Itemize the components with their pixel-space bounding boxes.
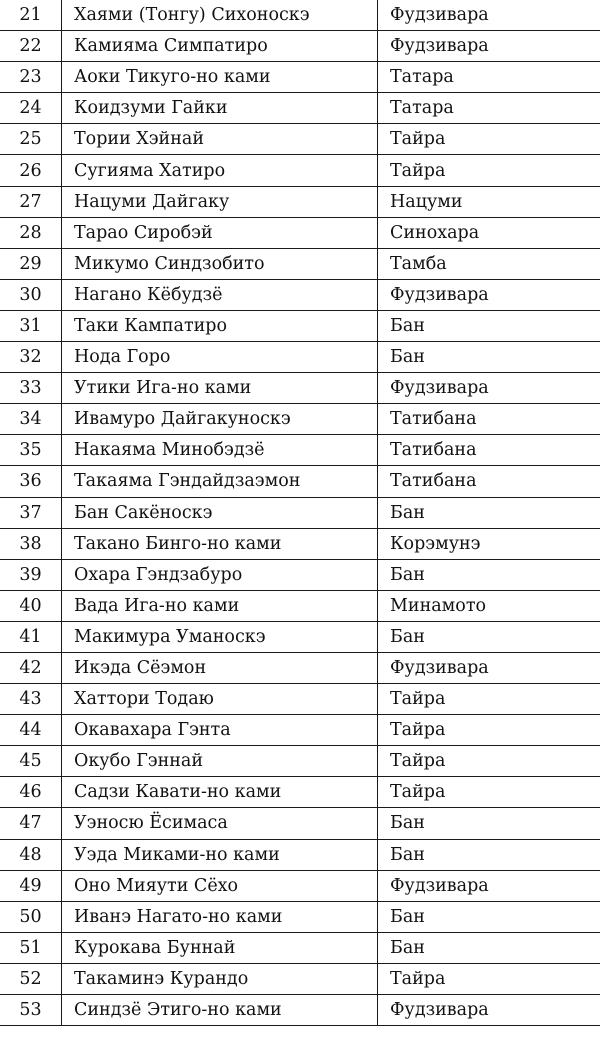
row-number-cell: 32	[0, 342, 62, 373]
name-cell: Утики Ига-но ками	[62, 373, 378, 404]
name-cell: Нагано Кёбудзё	[62, 279, 378, 310]
name-cell: Нацуми Дайгаку	[62, 186, 378, 217]
clan-cell: Бан	[378, 310, 600, 341]
row-number-cell: 23	[0, 62, 62, 93]
table-row	[0, 279, 600, 310]
row-number-cell: 25	[0, 124, 62, 155]
name-cell: Охара Гэндзабуро	[62, 559, 378, 590]
name-cell: Вада Ига-но ками	[62, 590, 378, 621]
clan-cell: Татибана	[378, 404, 600, 435]
table-row	[0, 124, 600, 155]
table-row	[0, 963, 600, 994]
name-cell: Тории Хэйнай	[62, 124, 378, 155]
table-row	[0, 839, 600, 870]
row-number-cell: 29	[0, 248, 62, 279]
name-cell: Синдзё Этиго-но ками	[62, 995, 378, 1026]
clan-cell: Бан	[378, 932, 600, 963]
clan-cell: Тайра	[378, 963, 600, 994]
table-row	[0, 746, 600, 777]
table-row	[0, 684, 600, 715]
name-cell: Оно Мияути Сёхо	[62, 870, 378, 901]
name-cell: Окубо Гэннай	[62, 746, 378, 777]
name-cell: Камияма Симпатиро	[62, 31, 378, 62]
clan-cell: Фудзивара	[378, 279, 600, 310]
clan-cell: Тайра	[378, 155, 600, 186]
row-number-cell: 52	[0, 963, 62, 994]
table-row	[0, 870, 600, 901]
clan-cell: Тамба	[378, 248, 600, 279]
row-number-cell: 35	[0, 435, 62, 466]
clan-cell: Бан	[378, 342, 600, 373]
table-row	[0, 217, 600, 248]
row-number-cell: 28	[0, 217, 62, 248]
clan-cell: Бан	[378, 497, 600, 528]
table-row	[0, 932, 600, 963]
row-number-cell: 27	[0, 186, 62, 217]
name-cell: Хаями (Тонгу) Сихоноскэ	[62, 0, 378, 31]
row-number-cell: 40	[0, 590, 62, 621]
clan-cell: Минамото	[378, 590, 600, 621]
row-number-cell: 37	[0, 497, 62, 528]
row-number-cell: 33	[0, 373, 62, 404]
table-row	[0, 435, 600, 466]
name-cell: Такаяма Гэндайдзаэмон	[62, 466, 378, 497]
name-cell: Курокава Буннай	[62, 932, 378, 963]
clan-cell: Фудзивара	[378, 0, 600, 31]
row-number-cell: 34	[0, 404, 62, 435]
table-row	[0, 995, 600, 1026]
name-cell: Нода Горо	[62, 342, 378, 373]
row-number-cell: 39	[0, 559, 62, 590]
table-row	[0, 155, 600, 186]
table-row	[0, 652, 600, 683]
table-row	[0, 715, 600, 746]
clan-cell: Бан	[378, 901, 600, 932]
row-number-cell: 38	[0, 528, 62, 559]
row-number-cell: 21	[0, 0, 62, 31]
clan-cell: Фудзивара	[378, 652, 600, 683]
clan-cell: Тайра	[378, 746, 600, 777]
name-cell: Бан Сакёноскэ	[62, 497, 378, 528]
row-number-cell: 44	[0, 715, 62, 746]
table-row	[0, 373, 600, 404]
name-cell: Уэда Миками-но ками	[62, 839, 378, 870]
row-number-cell: 24	[0, 93, 62, 124]
row-number-cell: 36	[0, 466, 62, 497]
table-row	[0, 248, 600, 279]
clan-cell: Тайра	[378, 124, 600, 155]
name-cell: Тарао Сиробэй	[62, 217, 378, 248]
row-number-cell: 30	[0, 279, 62, 310]
row-number-cell: 31	[0, 310, 62, 341]
row-number-cell: 50	[0, 901, 62, 932]
row-number-cell: 51	[0, 932, 62, 963]
clan-cell: Тайра	[378, 684, 600, 715]
row-number-cell: 53	[0, 995, 62, 1026]
row-number-cell: 45	[0, 746, 62, 777]
clan-cell: Татара	[378, 62, 600, 93]
name-cell: Садзи Кавати-но ками	[62, 777, 378, 808]
name-cell: Хаттори Тодаю	[62, 684, 378, 715]
row-number-cell: 49	[0, 870, 62, 901]
name-cell: Такаминэ Курандо	[62, 963, 378, 994]
name-cell: Таки Кампатиро	[62, 310, 378, 341]
clan-cell: Бан	[378, 559, 600, 590]
name-cell: Икэда Сёэмон	[62, 652, 378, 683]
row-number-cell: 47	[0, 808, 62, 839]
name-cell: Сугияма Хатиро	[62, 155, 378, 186]
clan-cell: Бан	[378, 839, 600, 870]
clan-cell: Корэмунэ	[378, 528, 600, 559]
clan-cell: Бан	[378, 808, 600, 839]
table-row	[0, 559, 600, 590]
row-number-cell: 48	[0, 839, 62, 870]
clan-cell: Фудзивара	[378, 31, 600, 62]
clan-cell: Татибана	[378, 435, 600, 466]
clan-cell: Тайра	[378, 777, 600, 808]
clan-cell: Татибана	[378, 466, 600, 497]
table-row	[0, 31, 600, 62]
table-row	[0, 497, 600, 528]
name-cell: Иванэ Нагато-но ками	[62, 901, 378, 932]
row-number-cell: 43	[0, 684, 62, 715]
clan-cell: Фудзивара	[378, 373, 600, 404]
table-row	[0, 0, 600, 31]
clan-cell: Нацуми	[378, 186, 600, 217]
table-row	[0, 777, 600, 808]
name-cell: Ивамуро Дайгакуноскэ	[62, 404, 378, 435]
table-row	[0, 93, 600, 124]
clan-cell: Татара	[378, 93, 600, 124]
row-number-cell: 41	[0, 621, 62, 652]
clan-cell: Тайра	[378, 715, 600, 746]
clan-cell: Бан	[378, 621, 600, 652]
name-cell: Макимура Уманоскэ	[62, 621, 378, 652]
table-row	[0, 186, 600, 217]
table-row	[0, 310, 600, 341]
name-cell: Коидзуми Гайки	[62, 93, 378, 124]
table-row	[0, 404, 600, 435]
name-cell: Накаяма Минобэдзё	[62, 435, 378, 466]
name-cell: Аоки Тикуго-но ками	[62, 62, 378, 93]
table-row	[0, 621, 600, 652]
clan-cell: Фудзивара	[378, 870, 600, 901]
table-row	[0, 466, 600, 497]
name-cell: Уэносю Ёсимаса	[62, 808, 378, 839]
name-cell: Окавахара Гэнта	[62, 715, 378, 746]
table-row	[0, 590, 600, 621]
clan-cell: Фудзивара	[378, 995, 600, 1026]
table-row	[0, 62, 600, 93]
table-row	[0, 528, 600, 559]
name-cell: Микумо Синдзобито	[62, 248, 378, 279]
row-number-cell: 22	[0, 31, 62, 62]
row-number-cell: 46	[0, 777, 62, 808]
clan-cell: Синохара	[378, 217, 600, 248]
table-row	[0, 901, 600, 932]
table-row	[0, 342, 600, 373]
row-number-cell: 42	[0, 652, 62, 683]
table-row	[0, 808, 600, 839]
name-cell: Такано Бинго-но ками	[62, 528, 378, 559]
row-number-cell: 26	[0, 155, 62, 186]
